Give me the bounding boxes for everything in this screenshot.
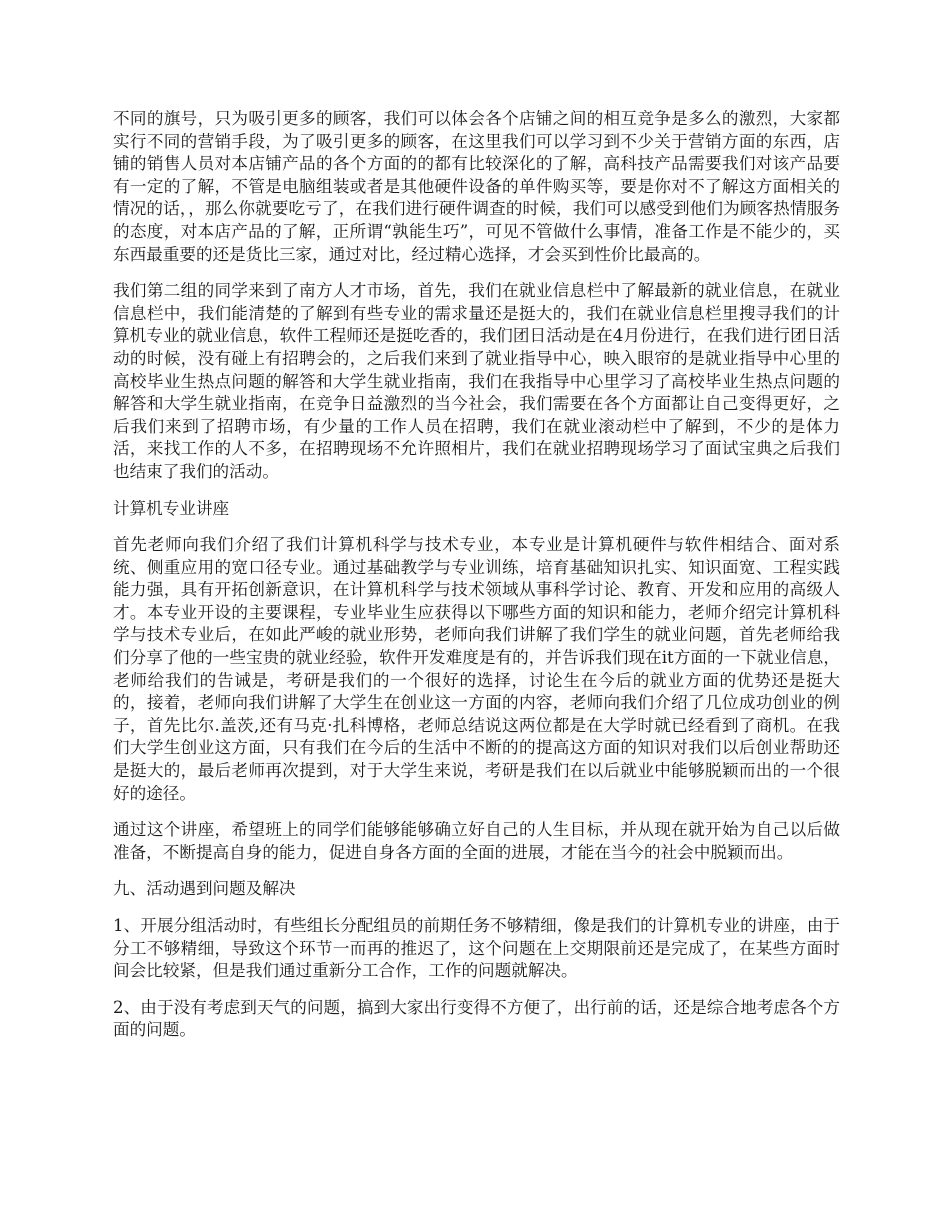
paragraph-problem-2: 2、由于没有考虑到天气的问题，搞到大家出行变得不方便了，出行前的话，还是综合地考虑各个方面的问题。 <box>113 997 840 1040</box>
section-heading-lecture: 计算机专业讲座 <box>113 498 230 518</box>
paragraph-lecture-summary: 通过这个讲座，希望班上的同学们能够能够确立好自己的人生目标，并从现在就开始为自己以后做准备，不断提高自身的能力，促进自身各方面的全面的进展，才能在当今的社会中脱颖而出。 <box>113 820 840 862</box>
paragraph-talent-market: 我们第二组的同学来到了南方人才市场，首先，我们在就业信息栏中了解最新的就业信息，在就业信息栏中，我们能清楚的了解到有些专业的需求量还是挺大的，我们在就业信息栏里搜寻我们的计算机专业的就业信息，软件工程师还是挺吃香的，我们团日活动是在4月份进行，在我们进行团日活动的时候，没有碰上有招聘会的，之后我们来到了就业指导中心，映入眼帘的是就业指导中心里的高校毕业生热点问题的解答和大学生就业指南，我们在我指导中心里学习了高校毕业生热点问题的解答和大学生就业指南，在竞争日益激烈的当今社会，我们需要在各个方面都让自己变得更好，之后我们来到了招聘市场，有少量的工作人员在招聘，我们在就业滚动栏中了解到，不少的是体力活，来找工作的人不多，在招聘现场不允许照相片，我们在就业招聘现场学习了面试宝典之后我们也结束了我们的活动。 <box>113 281 840 481</box>
document-page <box>113 108 840 1056</box>
section-heading-problems: 九、活动遇到问题及解决 <box>113 879 296 899</box>
paragraph-problem-1: 1、开展分组活动时，有些组长分配组员的前期任务不够精细，像是我们的计算机专业的讲座，由于分工不够精细，导致这个环节一而再的推迟了，这个问题在上交期限前还是完成了，在某些方面时间会比较紧，但是我们通过重新分工合作，工作的问题就解决。 <box>113 916 840 981</box>
paragraph-shop-survey: 不同的旗号，只为吸引更多的顾客，我们可以体会各个店铺之间的相互竞争是多么的激烈，大家都实行不同的营销手段，为了吸引更多的顾客，在这里我们可以学习到不少关于营销方面的东西，店铺的销售人员对本店铺产品的各个方面的的都有比较深化的了解，高科技产品需要我们对该产品要有一定的了解，不管是电脑组装或者是其他硬件设备的单件购买等，要是你对不了解这方面相关的情况的话，，那么你就要吃亏了，在我们进行硬件调查的时候，我们可以感受到他们为顾客热情服务的态度，对本店产品的了解，正所谓“孰能生巧”，可见不管做什么事情，准备工作是不能少的，买东西最重要的还是货比三家，通过对比，经过精心选择，才会买到性价比最高的。 <box>113 109 840 264</box>
paragraph-lecture-content: 首先老师向我们介绍了我们计算机科学与技术专业，本专业是计算机硬件与软件相结合、面对系统、侧重应用的宽口径专业。通过基础教学与专业训练，培育基础知识扎实、知识面宽、工程实践能力强，具有开拓创新意识，在计算机科学与技术领域从事科学讨论、教育、开发和应用的高级人才。本专业开设的主要课程，专业毕业生应获得以下哪些方面的知识和能力，老师介绍完计算机科学与技术专业后，在如此严峻的就业形势，老师向我们讲解了我们学生的就业问题，首先老师给我们分享了他的一些宝贵的就业经验，软件开发难度是有的，并告诉我们现在it方面的一下就业信息，老师给我们的告诫是，考研是我们的一个很好的选择，讨论生在今后的就业方面的优势还是挺大的，接着，老师向我们讲解了大学生在创业这一方面的内容，老师向我们介绍了几位成功创业的例子，首先比尔.盖茨,还有马克·扎科博格，老师总结说这两位都是在大学时就已经看到了商机。在我们大学生创业这方面，只有我们在今后的生活中不断的的提高这方面的知识对我们以后创业帮助还是挺大的，最后老师再次提到，对于大学生来说，考研是我们在以后就业中能够脱颖而出的一个很好的途径。 <box>113 535 840 803</box>
